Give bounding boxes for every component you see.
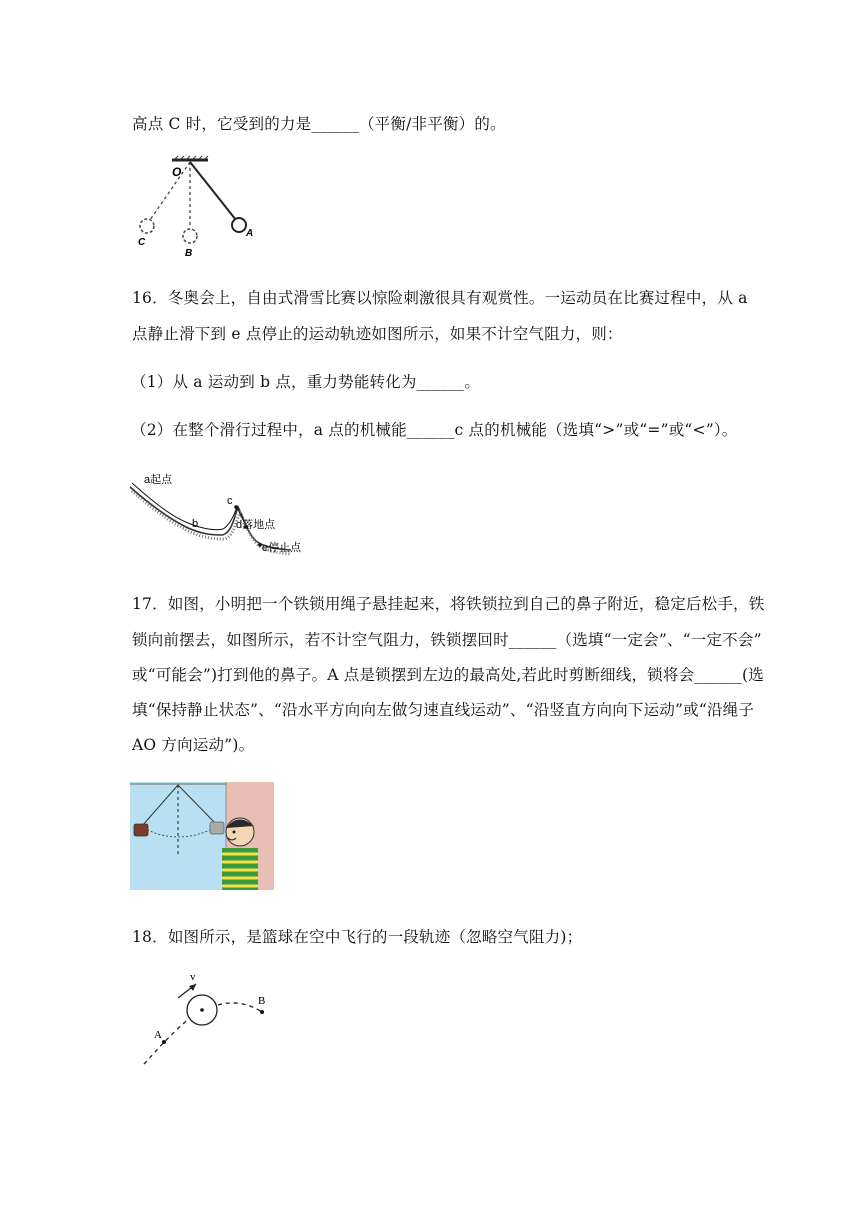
point-a [162, 1040, 166, 1044]
label-e-stop: e停止点 [262, 542, 302, 554]
bob-b [183, 229, 197, 243]
q17-line5: AO 方向运动”)。 [132, 736, 255, 754]
string-c [150, 162, 190, 220]
label-c: C [138, 237, 146, 248]
label-v: v [190, 971, 196, 983]
lock-pendulum-illustration [130, 782, 274, 890]
ski-track-figure [126, 465, 316, 561]
label-c: c [227, 495, 233, 507]
bob-a [232, 218, 246, 232]
label-b: b [192, 518, 199, 530]
q18-line1: 18．如图所示，是篮球在空中飞行的一段轨迹（忽略空气阻力)； [132, 928, 583, 946]
label-b: B [185, 248, 193, 259]
label-a: A [246, 228, 254, 239]
label-a-start: a起点 [144, 474, 173, 486]
q15-text: 高点 C 时，它受到的力是______（平衡/非平衡）的。 [132, 115, 506, 133]
q16-sub2: （2）在整个滑行过程中，a 点的机械能______c 点的机械能（选填“>”或“=”或“<”）。 [131, 421, 738, 439]
q16-line1: 16．冬奥会上，自由式滑雪比赛以惊险刺激很具有观赏性。一运动员在比赛过程中，从 a [132, 289, 748, 307]
q17-line1: 17．如图，小明把一个铁锁用绳子悬挂起来，将铁锁拉到自己的鼻子附近，稳定后松手，铁 [132, 595, 765, 613]
q16-line2: 点静止滑下到 e 点停止的运动轨迹如图所示，如果不计空气阻力，则： [132, 325, 623, 343]
q17-line3: 或“可能会”)打到他的鼻子。A 点是锁摆到左边的最高处,若此时剪断细线，锁将会______(选 [132, 666, 764, 684]
lock-right [210, 822, 224, 834]
q17-line2: 锁向前摆去，如图所示，若不计空气阻力，铁锁摆回时______（选填“一定会”、“一定不会” [132, 631, 762, 649]
q17-line4: 填“保持静止状态”、“沿水平方向向左做匀速直线运动”、“沿竖直方向向下运动”或“沿绳子 [132, 701, 755, 719]
label-d-landing: d落地点 [236, 519, 276, 531]
bob-c [140, 219, 154, 233]
label-o: O [172, 165, 182, 179]
string-a [190, 162, 236, 220]
label-a: A [154, 1029, 162, 1041]
q16-sub1: （1）从 a 运动到 b 点，重力势能转化为______。 [131, 373, 481, 391]
point-c [234, 505, 238, 509]
point-b [260, 1010, 264, 1014]
label-b: B [258, 995, 266, 1007]
pendulum-figure [128, 150, 258, 262]
basketball-trajectory-figure [136, 968, 286, 1070]
lock-left [134, 824, 148, 836]
ball-center [200, 1008, 204, 1012]
